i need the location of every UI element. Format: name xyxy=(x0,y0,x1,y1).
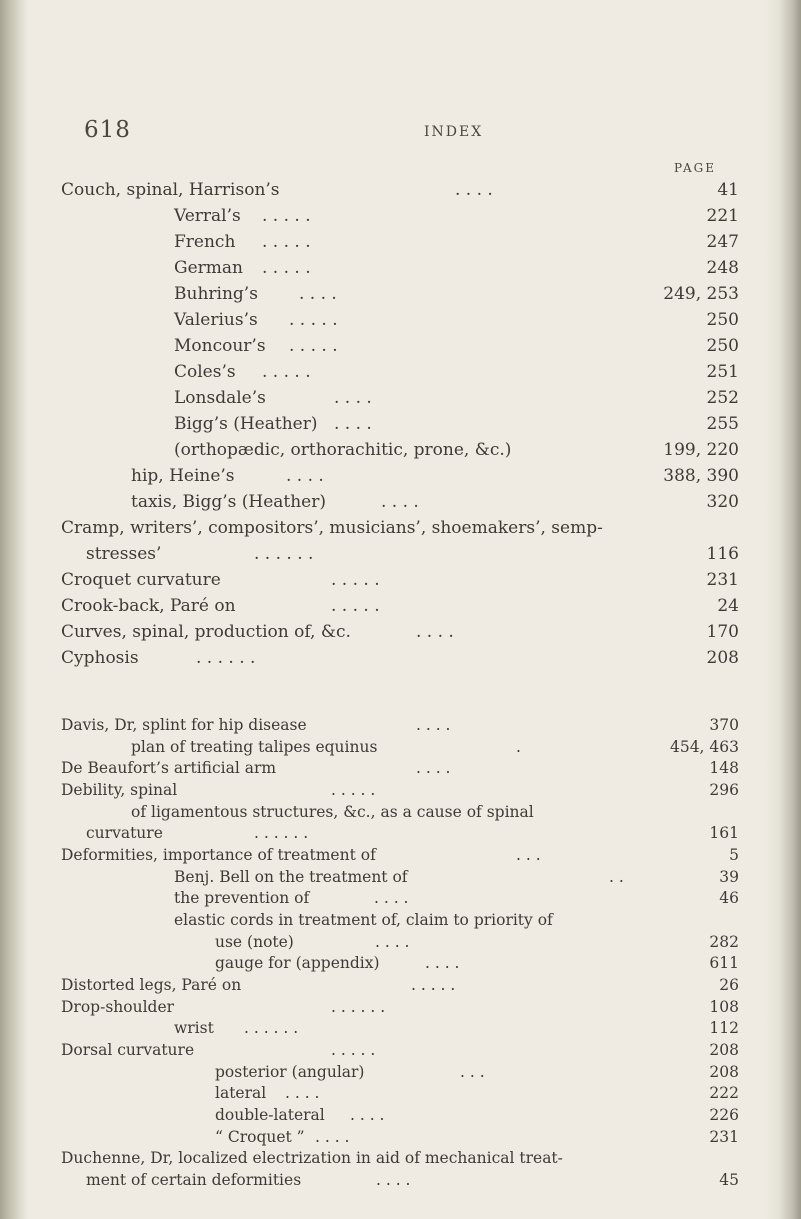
index-entry xyxy=(86,1170,739,1192)
entry-page: 250 xyxy=(706,310,739,330)
entry-page: 108 xyxy=(709,997,739,1016)
index-entry xyxy=(131,489,739,515)
entry-text: Buhring’s xyxy=(174,284,258,304)
entry-page: 255 xyxy=(706,414,739,434)
entry-page: 24 xyxy=(717,596,739,616)
dot-leader: . xyxy=(516,737,521,756)
entry-text: (orthopædic, orthorachitic, prone, &c.) xyxy=(174,440,512,460)
dot-leader: . . . . xyxy=(286,466,324,486)
index-entry xyxy=(61,1148,739,1170)
entry-text: Crook-back, Paré on xyxy=(61,596,236,616)
entry-text: wrist xyxy=(174,1019,214,1038)
dot-leader: . . . . . xyxy=(262,362,311,382)
entry-page: 282 xyxy=(709,932,739,951)
entry-page: 231 xyxy=(706,570,739,590)
index-entry xyxy=(174,411,739,437)
entry-page: 226 xyxy=(709,1106,739,1124)
entry-page: 296 xyxy=(709,781,739,799)
entry-text: German xyxy=(174,258,243,278)
entry-page: 199, 220 xyxy=(663,440,739,460)
entry-text: posterior (angular) xyxy=(215,1062,365,1081)
entry-text: hip, Heine’s xyxy=(131,466,235,486)
index-entry xyxy=(174,333,739,359)
dot-leader: . . . . . xyxy=(262,206,311,226)
entry-text: Lonsdale’s xyxy=(174,388,266,408)
entry-page: 252 xyxy=(706,388,739,408)
entry-page: 41 xyxy=(717,180,739,200)
entry-text: Valerius’s xyxy=(174,310,258,330)
entry-text: Deformities, importance of treatment of xyxy=(61,846,376,864)
index-entry xyxy=(61,593,739,619)
entry-page: 247 xyxy=(706,232,739,252)
index-entry xyxy=(215,953,739,975)
entry-text: Distorted legs, Paré on xyxy=(61,976,242,994)
dot-leader: . . . . xyxy=(416,716,451,734)
entry-text: Debility, spinal xyxy=(61,781,178,799)
index-entry xyxy=(174,359,739,385)
dot-leader: . . . . . . xyxy=(254,824,309,843)
entry-page: 116 xyxy=(706,544,739,564)
entry-text: Dorsal curvature xyxy=(61,1041,195,1059)
index-entry xyxy=(61,1040,739,1062)
dot-leader: . . . . . xyxy=(411,976,456,994)
dot-leader: . . . xyxy=(460,1062,485,1081)
entry-text: double-lateral xyxy=(215,1106,325,1124)
index-entry xyxy=(174,255,739,281)
dot-leader: . . . . xyxy=(425,954,460,973)
index-entry xyxy=(61,177,739,203)
index-entry xyxy=(174,867,739,889)
entry-text: the prevention of xyxy=(174,889,310,908)
entry-text: Cramp, writers’, compositors’, musicians’, shoemakers’, semp- xyxy=(61,518,603,538)
entry-page: 222 xyxy=(709,1084,739,1103)
dot-leader: . . . . . xyxy=(262,232,311,252)
index-entry xyxy=(61,758,739,780)
entry-text: lateral xyxy=(215,1084,267,1103)
dot-leader: . . . . xyxy=(375,932,410,951)
index-entry xyxy=(174,910,739,932)
index-entry xyxy=(174,1018,739,1040)
dot-leader: . . . . . . xyxy=(254,544,314,564)
index-entry xyxy=(215,1083,739,1105)
entry-page: 249, 253 xyxy=(663,284,739,304)
index-entry xyxy=(61,715,739,737)
page-number: 618 xyxy=(84,117,131,143)
entry-text: plan of treating talipes equinus xyxy=(131,737,378,756)
entry-page: 208 xyxy=(709,1041,739,1059)
index-entry xyxy=(61,780,739,802)
entry-text: use (note) xyxy=(215,932,294,951)
index-entry xyxy=(174,203,739,229)
entry-page: 251 xyxy=(706,362,739,382)
dot-leader: . . . . xyxy=(315,1127,350,1146)
dot-leader: . . . . xyxy=(376,1171,411,1189)
index-entry xyxy=(61,567,739,593)
entry-page: 208 xyxy=(709,1062,739,1081)
entry-page: 112 xyxy=(709,1019,739,1038)
index-entry xyxy=(86,823,739,845)
entry-page: 39 xyxy=(719,867,739,886)
index-entry xyxy=(215,1127,739,1149)
index-entry xyxy=(86,541,739,567)
entry-text: Croquet curvature xyxy=(61,570,221,590)
page-header xyxy=(0,117,801,147)
dot-leader: . . . . . xyxy=(289,310,338,330)
index-entry xyxy=(174,307,739,333)
index-entry xyxy=(215,932,739,954)
dot-leader: . . . . . xyxy=(262,258,311,278)
index-entry xyxy=(174,888,739,910)
entry-text: ment of certain deformities xyxy=(86,1171,302,1189)
dot-leader: . . . . . xyxy=(331,596,380,616)
page-edge-right xyxy=(765,0,801,1219)
index-entry xyxy=(61,845,739,867)
entry-text: elastic cords in treatment of, claim to priority of xyxy=(174,911,553,929)
entry-text: Drop-shoulder xyxy=(61,997,175,1016)
dot-leader: . . . . . xyxy=(289,336,338,356)
entry-text: French xyxy=(174,232,236,252)
entry-text: Duchenne, Dr, localized electrization in aid of mechanical treat- xyxy=(61,1149,563,1168)
entry-text: gauge for (appendix) xyxy=(215,954,380,973)
dot-leader: . . . . xyxy=(381,492,419,512)
entry-text: Cyphosis xyxy=(61,648,139,668)
entry-page: 231 xyxy=(709,1127,739,1146)
entry-page: 370 xyxy=(709,716,739,734)
index-entry xyxy=(131,463,739,489)
dot-leader: . . . . xyxy=(285,1084,320,1103)
dot-leader: . . . . xyxy=(455,180,493,200)
index-entry xyxy=(174,229,739,255)
entry-page: 161 xyxy=(709,824,739,843)
index-entry xyxy=(131,802,739,824)
entry-page: 26 xyxy=(719,976,739,994)
entry-text: Couch, spinal, Harrison’s xyxy=(61,180,280,200)
dot-leader: . . . . . . xyxy=(331,997,386,1016)
entry-page: 221 xyxy=(706,206,739,226)
index-entry xyxy=(174,385,739,411)
index-entry xyxy=(174,281,739,307)
dot-leader: . . . . . . xyxy=(244,1019,299,1038)
entry-page: 320 xyxy=(706,492,739,512)
dot-leader: . . . . xyxy=(350,1106,385,1124)
entry-text: Curves, spinal, production of, &c. xyxy=(61,622,351,642)
entry-text: curvature xyxy=(86,824,163,843)
entry-text: of ligamentous structures, &c., as a cause of spinal xyxy=(131,802,534,821)
entry-page: 250 xyxy=(706,336,739,356)
dot-leader: . . . . . . xyxy=(196,648,256,668)
entry-text: Coles’s xyxy=(174,362,236,382)
dot-leader: . . . . xyxy=(416,622,454,642)
index-entry xyxy=(174,437,739,463)
entry-text: Verral’s xyxy=(174,206,241,226)
entry-page: 46 xyxy=(719,889,739,908)
dot-leader: . . . . xyxy=(374,889,409,908)
dot-leader: . . . xyxy=(516,846,541,864)
entry-page: 148 xyxy=(709,759,739,778)
entry-text: Moncour’s xyxy=(174,336,266,356)
dot-leader: . . . . . xyxy=(331,781,376,799)
index-entry xyxy=(61,997,739,1019)
index-entry xyxy=(61,645,739,671)
entry-text: stresses’ xyxy=(86,544,162,564)
entry-page: 45 xyxy=(719,1171,739,1189)
index-entry xyxy=(61,619,739,645)
dot-leader: . . xyxy=(609,867,624,886)
entry-page: 388, 390 xyxy=(663,466,739,486)
dot-leader: . . . . xyxy=(334,388,372,408)
entry-page: 208 xyxy=(706,648,739,668)
entry-page: 611 xyxy=(709,954,739,973)
dot-leader: . . . . xyxy=(299,284,337,304)
entry-text: De Beaufort’s artificial arm xyxy=(61,759,277,778)
page-edge-left xyxy=(0,0,28,1219)
entry-page: 5 xyxy=(729,846,739,864)
entry-text: “ Croquet ” xyxy=(215,1127,305,1146)
entry-text: taxis, Bigg’s (Heather) xyxy=(131,492,327,512)
entry-text: Bigg’s (Heather) xyxy=(174,414,318,434)
entry-text: Benj. Bell on the treatment of xyxy=(174,867,408,886)
dot-leader: . . . . . xyxy=(331,570,380,590)
entry-text: Davis, Dr, splint for hip disease xyxy=(61,716,307,734)
running-head: INDEX xyxy=(424,124,484,140)
entry-page: 454, 463 xyxy=(669,737,739,756)
entry-page: 170 xyxy=(706,622,739,642)
index-entry xyxy=(131,737,739,759)
index-entry xyxy=(61,975,739,997)
dot-leader: . . . . xyxy=(334,414,372,434)
index-entry xyxy=(215,1105,739,1127)
column-head: PAGE xyxy=(674,161,716,175)
index-entry xyxy=(215,1062,739,1084)
entry-page: 248 xyxy=(706,258,739,278)
dot-leader: . . . . xyxy=(416,759,451,778)
index-entry xyxy=(61,515,739,541)
dot-leader: . . . . . xyxy=(331,1041,376,1059)
